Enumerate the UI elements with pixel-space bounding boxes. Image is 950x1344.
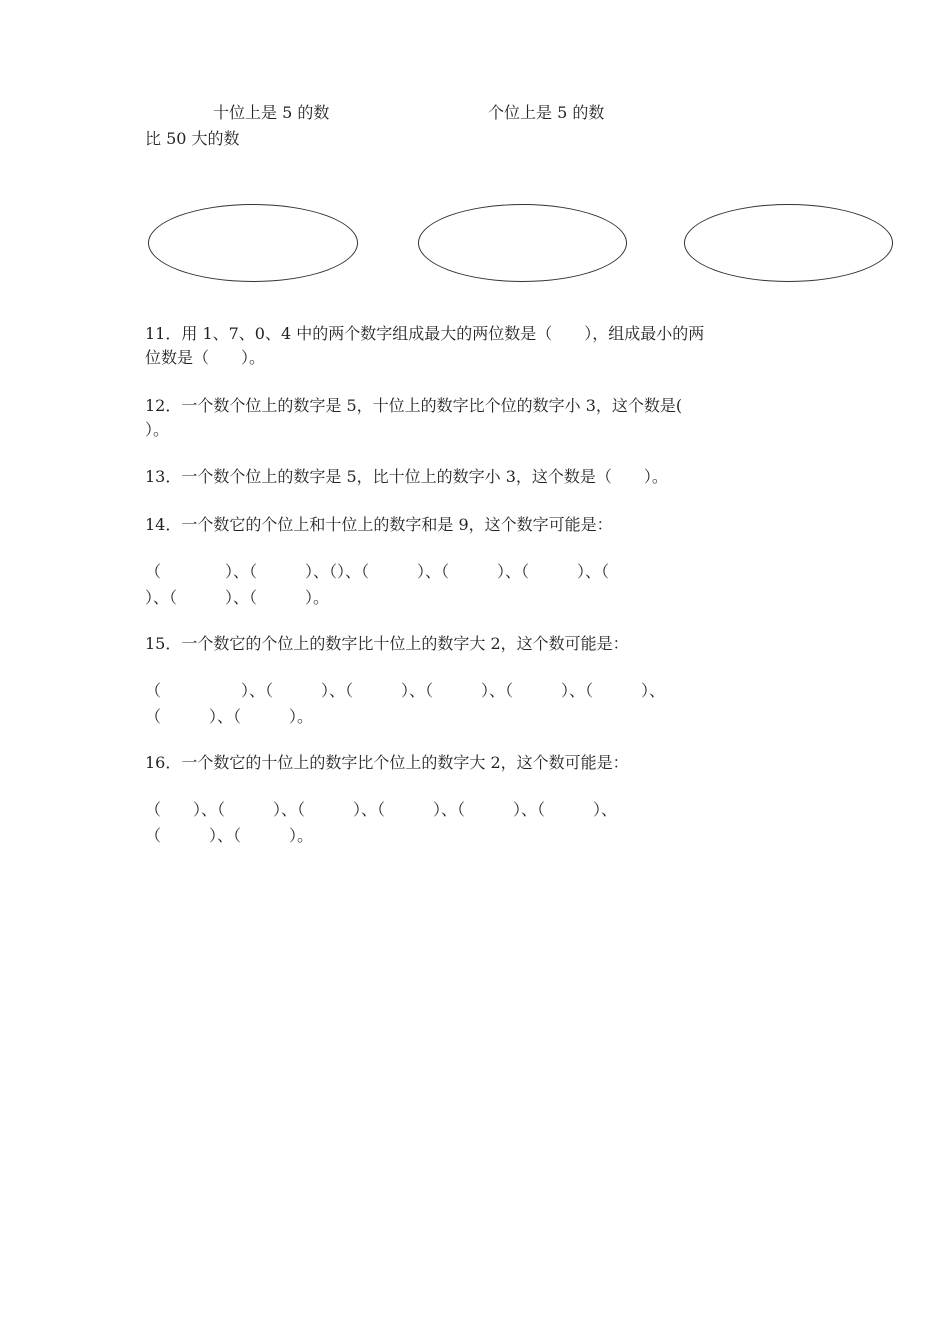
question-13: 13．一个数个位上的数字是 5，比十位上的数字小 3，这个数是（ ）。 (145, 467, 668, 486)
question-14-blanks-line1: （ ）、（ ）、（）、（ ）、（ ）、（ ）、（ (145, 562, 610, 581)
question-15-blanks-line2: （ ）、（ ）。 (145, 707, 314, 726)
question-11-line2: 位数是（ ）。 (145, 348, 266, 367)
question-15-blanks-line1: （ ）、（ ）、（ ）、（ ）、（ ）、（ ）、 (145, 681, 666, 700)
question-16-blanks-line2: （ ）、（ ）。 (145, 826, 314, 845)
question-14-blanks-line2: ）、（ ）、（ ）。 (145, 588, 330, 607)
question-12-line2: ）。 (145, 420, 170, 439)
question-16-prompt: 16．一个数它的十位上的数字比个位上的数字大 2，这个数可能是： (145, 753, 629, 772)
label-tens-five: 十位上是 5 的数 (213, 103, 330, 122)
answer-ellipse-greater-50 (684, 204, 893, 282)
label-greater-50: 比 50 大的数 (145, 129, 240, 148)
answer-ellipse-tens-five (148, 204, 358, 282)
question-11-line1: 11．用 1、7、0、4 中的两个数字组成最大的两位数是（ ），组成最小的两 (145, 324, 705, 343)
question-16-blanks-line1: （ ）、（ ）、（ ）、（ ）、（ ）、（ ）、 (145, 800, 618, 819)
label-ones-five: 个位上是 5 的数 (488, 103, 605, 122)
question-15-prompt: 15．一个数它的个位上的数字比十位上的数字大 2，这个数可能是： (145, 634, 629, 653)
question-14-prompt: 14．一个数它的个位上和十位上的数字和是 9，这个数字可能是： (145, 515, 613, 534)
answer-ellipse-ones-five (418, 204, 627, 282)
question-12-line1: 12．一个数个位上的数字是 5，十位上的数字比个位的数字小 3，这个数是( (145, 396, 683, 415)
